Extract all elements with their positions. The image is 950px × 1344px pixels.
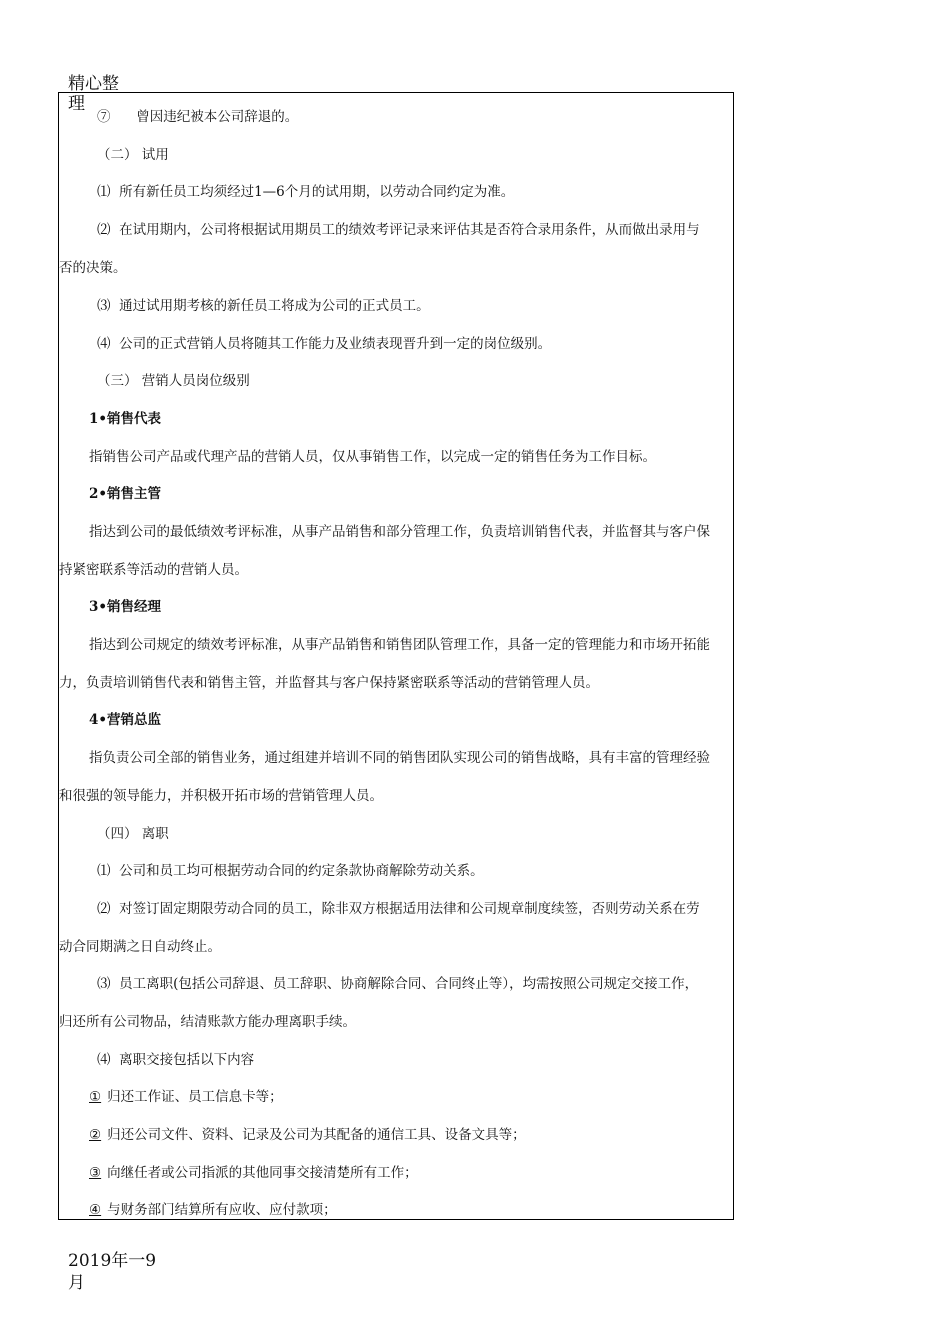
subsection-heading: 4•营销总监 [89, 712, 162, 728]
section-heading [97, 146, 169, 164]
item-text: 在试用期内，公司将根据试用期员工的绩效考评记录来评估其是否符合录用条件，从而做出录用与 [119, 222, 700, 238]
item-marker: ⑷ [97, 1052, 111, 1068]
item-marker: （四） [97, 826, 138, 842]
item-text: 与财务部门结算所有应收、应付款项； [107, 1202, 337, 1218]
list-item [97, 108, 298, 126]
item-text: 归还工作证、员工信息卡等； [107, 1089, 283, 1105]
item-marker: ⑶ [97, 298, 111, 314]
item-marker: ⑴ [97, 184, 111, 200]
paragraph-continuation: 动合同期满之日自动终止。 [59, 939, 221, 955]
subsection-heading: 2•销售主管 [89, 486, 162, 502]
paragraph-continuation: 和很强的领导能力，并积极开拓市场的营销管理人员。 [59, 788, 383, 804]
section-heading [97, 825, 169, 843]
paragraph-continuation: 否的决策。 [59, 260, 127, 276]
subsection-heading: 3•销售经理 [89, 599, 162, 615]
item-marker: ⑷ [97, 336, 111, 352]
item-text: 通过试用期考核的新任员工将成为公司的正式员工。 [119, 298, 430, 314]
list-item [97, 335, 551, 353]
item-marker: ① [89, 1089, 102, 1105]
page-header: 精心整理 [68, 74, 119, 114]
item-text: 向继任者或公司指派的其他同事交接清楚所有工作； [107, 1165, 418, 1181]
document-body [58, 92, 734, 1220]
paragraph-continuation: 归还所有公司物品，结清账款方能办理离职手续。 [59, 1014, 356, 1030]
item-marker: ⑶ [97, 976, 111, 992]
item-marker: ⑵ [97, 901, 111, 917]
paragraph: 指达到公司规定的绩效考评标准，从事产品销售和销售团队管理工作，具备一定的管理能力和市场开拓能 [89, 637, 710, 653]
item-text: 公司和员工均可根据劳动合同的约定条款协商解除劳动关系。 [119, 863, 484, 879]
item-text: 公司的正式营销人员将随其工作能力及业绩表现晋升到一定的岗位级别。 [119, 336, 552, 352]
list-item [97, 1051, 254, 1069]
paragraph: 指销售公司产品或代理产品的营销人员，仅从事销售工作，以完成一定的销售任务为工作目标。 [89, 449, 656, 465]
item-text: 员工离职(包括公司辞退、员工辞职、协商解除合同、合同终止等），均需按照公司规定交接工作， [119, 976, 699, 992]
list-item [89, 1088, 283, 1106]
list-item [97, 862, 484, 880]
list-item [97, 183, 514, 201]
paragraph: 指达到公司的最低绩效考评标准，从事产品销售和部分管理工作，负责培训销售代表，并监督其与客户保 [89, 524, 710, 540]
item-marker: ③ [89, 1165, 102, 1181]
item-text: 试用 [141, 147, 169, 163]
item-text: 归还公司文件、资料、记录及公司为其配备的通信工具、设备文具等； [107, 1127, 526, 1143]
list-item [89, 1164, 418, 1182]
paragraph-continuation: 持紧密联系等活动的营销人员。 [59, 562, 248, 578]
item-marker: ④ [89, 1202, 102, 1218]
item-text: 离职交接包括以下内容 [119, 1052, 255, 1068]
item-text: 营销人员岗位级别 [141, 373, 250, 389]
subsection-heading: 1•销售代表 [89, 411, 162, 427]
item-marker: ⑴ [97, 863, 111, 879]
list-item [97, 221, 700, 239]
item-marker: ⑵ [97, 222, 111, 238]
item-marker: （二） [97, 147, 138, 163]
page-footer: 2019年一9月 [68, 1251, 157, 1293]
list-item [97, 900, 700, 918]
item-text: 离职 [141, 826, 169, 842]
list-item [97, 297, 430, 315]
paragraph-continuation: 力，负责培训销售代表和销售主管，并监督其与客户保持紧密联系等活动的营销管理人员。 [59, 675, 599, 691]
paragraph: 指负责公司全部的销售业务，通过组建并培训不同的销售团队实现公司的销售战略，具有丰富的管理经验 [89, 750, 710, 766]
item-text: 所有新任员工均须经过1—6个月的试用期，以劳动合同约定为准。 [119, 184, 515, 200]
item-text: 对签订固定期限劳动合同的员工，除非双方根据适用法律和公司规章制度续签，否则劳动关系在劳 [119, 901, 700, 917]
item-marker: （三） [97, 373, 138, 389]
item-marker: ② [89, 1127, 102, 1143]
item-text: 曾因违纪被本公司辞退的。 [136, 109, 299, 125]
item-marker: ⑦ [97, 109, 111, 125]
list-item [97, 975, 698, 993]
list-item [89, 1201, 337, 1219]
section-heading [97, 372, 250, 390]
list-item [89, 1126, 526, 1144]
